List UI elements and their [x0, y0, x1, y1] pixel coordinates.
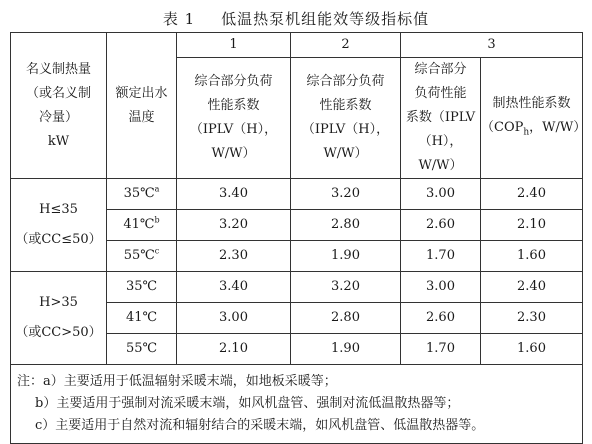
header-outlet-temp: 额定出水 温度	[107, 33, 177, 179]
group-label-high: H>35 （或CC>50）	[11, 272, 107, 365]
value-cell: 2.80	[291, 210, 401, 241]
header-grade-3: 3	[401, 33, 583, 58]
value-cell: 3.20	[291, 179, 401, 210]
temp-cell: 35℃$^a$	[107, 179, 177, 210]
temp-cell: 55℃$^c$	[107, 241, 177, 272]
header-grade-1: 1	[177, 33, 291, 58]
table-caption: 低温热泵机组能效等级指标值	[221, 10, 430, 28]
value-cell: 2.30	[177, 241, 291, 272]
value-cell: 2.30	[481, 303, 583, 334]
temp-cell: 41℃$^b$	[107, 210, 177, 241]
value-cell: 3.20	[291, 272, 401, 303]
note-a: 注：a）主要适用于低温辐射采暖末端，如地板采暖等；	[17, 374, 337, 389]
value-cell: 3.00	[177, 303, 291, 334]
value-cell: 1.60	[481, 241, 583, 272]
temp-cell: 41℃	[107, 303, 177, 334]
value-cell: 2.10	[481, 210, 583, 241]
note-b: b）主要适用于强制对流采暖末端，如风机盘管、强制对流低温散热器等；	[35, 396, 460, 411]
efficiency-table	[10, 32, 587, 444]
header-cop-grade3: 制热性能系数 （$COP_h$，W/W）	[481, 58, 583, 179]
group-label-low: H≤35 （或CC≤50）	[11, 179, 107, 272]
value-cell: 2.40	[481, 179, 583, 210]
value-cell: 3.00	[401, 272, 481, 303]
header-grade-2: 2	[291, 33, 401, 58]
value-cell: 3.40	[177, 272, 291, 303]
note-c: c）主要适用于自然对流和辐射结合的采暖末端，如风机盘管、低温散热器等。	[35, 418, 485, 433]
value-cell: 2.40	[481, 272, 583, 303]
value-cell: 1.70	[401, 334, 481, 365]
value-cell: 1.90	[291, 334, 401, 365]
table-number: 表 1	[162, 10, 196, 28]
value-cell: 3.00	[401, 179, 481, 210]
value-cell: 1.90	[291, 241, 401, 272]
value-cell: 2.60	[401, 303, 481, 334]
header-iplv-grade3: 综合部分 负荷性能 系数（IPLV （H），W/W）	[401, 58, 481, 179]
temp-cell: 55℃	[107, 334, 177, 365]
temp-cell: 35℃	[107, 272, 177, 303]
table-row	[11, 179, 583, 210]
table-title	[0, 8, 592, 29]
value-cell: 3.20	[177, 210, 291, 241]
value-cell: 1.70	[401, 241, 481, 272]
value-cell: 3.40	[177, 179, 291, 210]
value-cell: 1.60	[481, 334, 583, 365]
header-capacity: 名义制热量 （或名义制 冷量） kW	[11, 33, 107, 179]
header-iplv-grade2: 综合部分负荷 性能系数 （IPLV（H）， W/W）	[291, 58, 401, 179]
value-cell: 2.80	[291, 303, 401, 334]
table-row	[11, 272, 583, 303]
value-cell: 2.10	[177, 334, 291, 365]
value-cell: 2.60	[401, 210, 481, 241]
header-iplv-grade1: 综合部分负荷 性能系数 （IPLV（H）， W/W）	[177, 58, 291, 179]
